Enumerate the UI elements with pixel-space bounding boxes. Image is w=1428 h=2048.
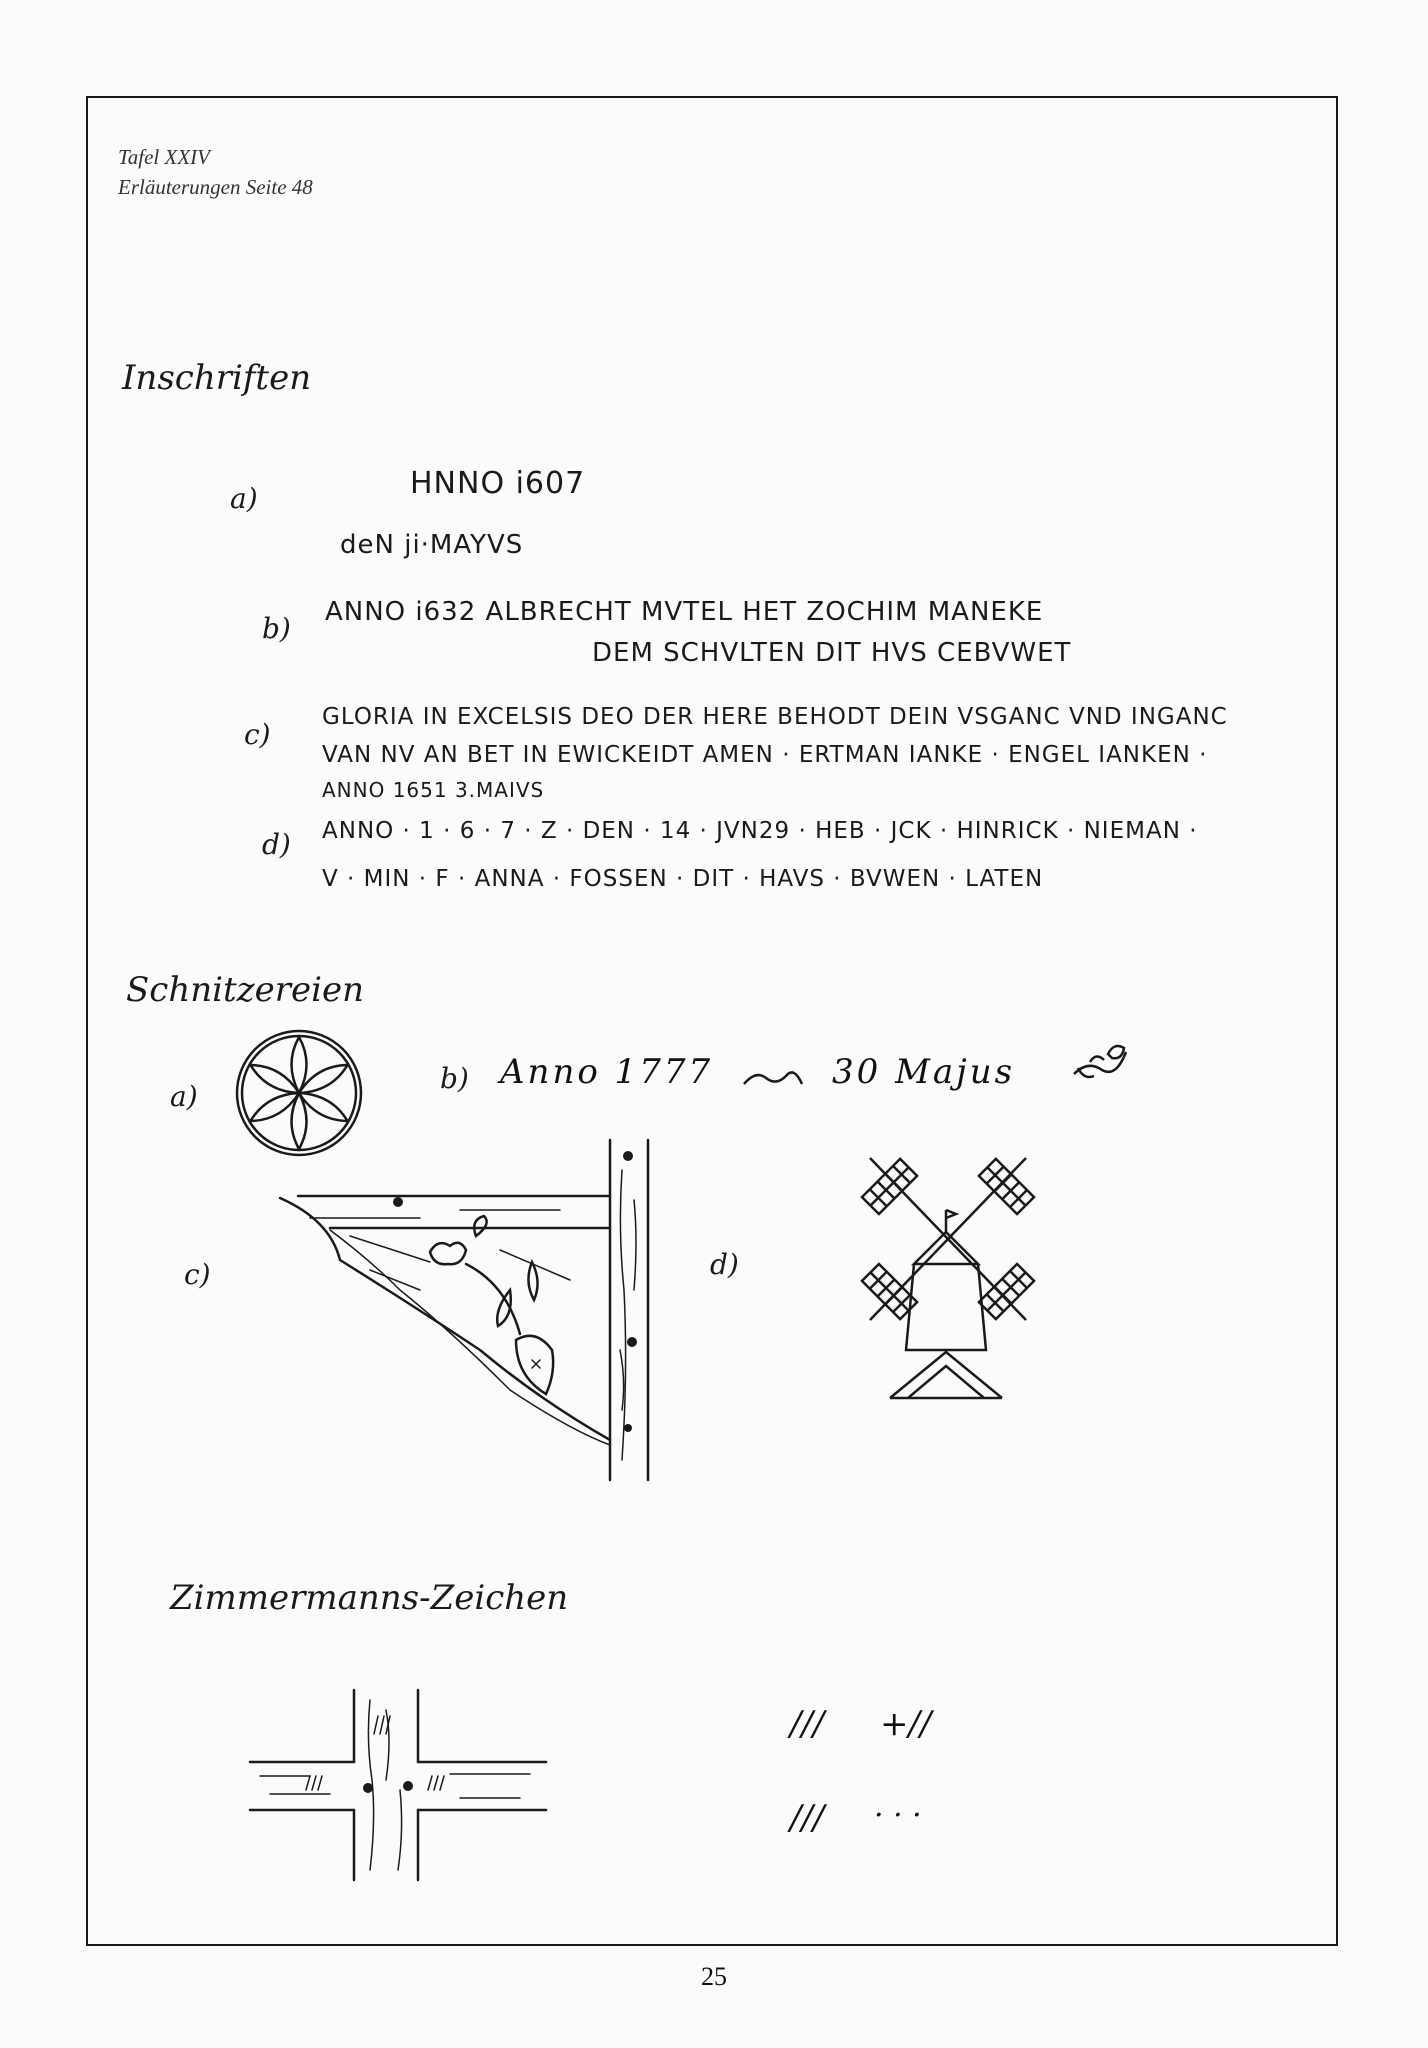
carving-b-year: Anno 1777 xyxy=(500,1052,714,1092)
carpenter-mark-3: /// xyxy=(790,1798,825,1838)
carving-c-label: c) xyxy=(184,1258,211,1291)
carpenter-mark-4: · · · xyxy=(874,1798,922,1833)
plate-header xyxy=(118,142,313,202)
inscription-c-line-1: GLORIA IN EXCELSIS DEO DER HERE BEHODT DEIN VSGANC VND INGANC xyxy=(322,704,1228,730)
inscription-b-line-1: ANNO i632 ALBRECHT MVTEL HET ZOCHIM MANEKE xyxy=(325,597,1044,627)
inscription-b-label: b) xyxy=(262,612,291,645)
rosette-carving xyxy=(234,1028,364,1158)
carving-a-label: a) xyxy=(170,1080,198,1113)
inscription-c-line-2: VAN NV AN BET IN EWICKEIDT AMEN · ERTMAN IANKE · ENGEL IANKEN · xyxy=(322,742,1208,768)
carved-bracket xyxy=(270,1140,650,1480)
carving-d-label: d) xyxy=(710,1248,739,1281)
inscription-d-label: d) xyxy=(262,828,291,861)
inscription-b-line-2: DEM SCHVLTEN DIT HVS CEBVWET xyxy=(592,638,1072,668)
inscription-d-line-2: V · MIN · F · ANNA · FOSSEN · DIT · HAVS · BVWEN · LATEN xyxy=(322,866,1044,892)
carving-b-date: 30 Majus xyxy=(832,1052,1016,1092)
carving-b-flourish xyxy=(742,1064,808,1090)
windmill-icon xyxy=(850,1140,1050,1410)
inscriptions-heading: Inschriften xyxy=(122,358,312,398)
inscription-d-line-1: ANNO · 1 · 6 · 7 · Z · DEN · 14 · JVN29 · HEB · JCK · HINRICK · NIEMAN · xyxy=(322,818,1198,844)
carpenter-mark-2: +// xyxy=(880,1704,932,1744)
flower-sprig-icon xyxy=(1068,1040,1132,1088)
carpenter-mark-1: /// xyxy=(790,1704,825,1744)
inscription-a-line-2: deN ji·MAYVS xyxy=(340,530,524,560)
carvings-heading: Schnitzereien xyxy=(126,970,364,1010)
carpenter-heading: Zimmermanns-Zeichen xyxy=(170,1578,569,1618)
timber-joint-sketch xyxy=(250,1690,550,1890)
inscription-c-line-3: ANNO 1651 3.MAIVS xyxy=(322,778,545,802)
plate-title: Tafel XXIV xyxy=(118,145,210,169)
plate-explanation: Erläuterungen Seite 48 xyxy=(118,175,313,199)
carving-b-label: b) xyxy=(440,1062,469,1095)
page-number: 25 xyxy=(701,1962,727,1991)
inscription-c-label: c) xyxy=(244,718,271,751)
inscription-a-line-1: HNNO i607 xyxy=(410,466,586,501)
inscription-a-label: a) xyxy=(230,482,258,515)
